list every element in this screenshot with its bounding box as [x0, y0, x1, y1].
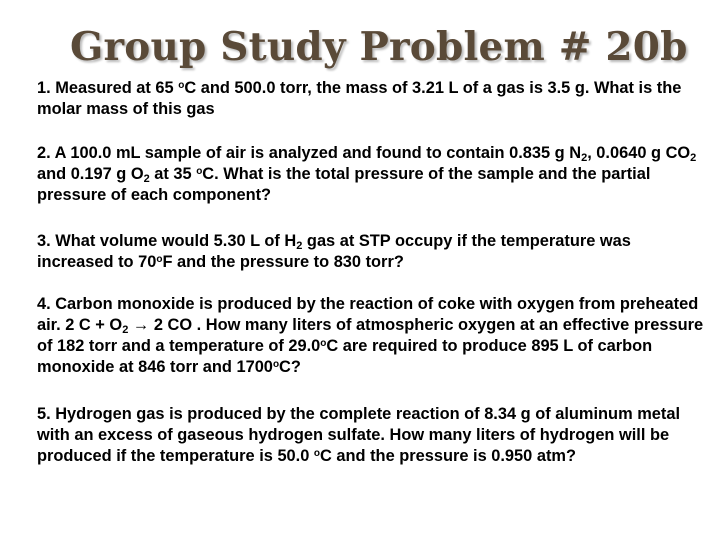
subscript: 2: [690, 152, 697, 164]
problem-2: [37, 143, 707, 206]
problem-text: 2. A 100.0 mL sample of air is analyzed and found to contain 0.835 g N: [37, 144, 582, 162]
problem-text: 1. Measured at 65: [37, 79, 179, 97]
problem-text: C and the pressure is 0.950 atm?: [320, 447, 576, 465]
problem-text: C are required to produce 895 L of carbon monoxide at 846 torr and 1700: [37, 337, 653, 376]
problem-text: 2 CO . How many liters of atmospheric oxygen at an effective pressure of 182 torr and a temperature of 29.0: [37, 316, 704, 355]
subscript: 2: [296, 240, 303, 252]
slide-title: Group Study Problem # 20b: [70, 24, 688, 70]
problem-text: gas at STP occupy if the temperature was increased to 70: [37, 232, 631, 271]
degree-symbol: o: [178, 80, 185, 91]
degree-symbol: o: [156, 254, 163, 265]
problem-text: C and 500.0 torr, the mass of 3.21 L of a gas is 3.5 g. What is the molar mass of this gas: [37, 79, 682, 118]
problem-5: [37, 404, 707, 467]
problem-text: at 35: [149, 165, 197, 183]
problem-3: [37, 231, 707, 273]
subscript: 2: [143, 173, 150, 185]
problem-text: 3. What volume would 5.30 L of H: [37, 232, 297, 250]
degree-symbol: o: [313, 448, 321, 459]
subscript: 2: [122, 324, 129, 336]
degree-symbol: o: [196, 166, 203, 177]
reaction-arrow: →: [132, 316, 150, 334]
problem-text: F and the pressure to 830 torr?: [162, 253, 404, 271]
problem-text: and 0.197 g O: [37, 165, 144, 183]
problem-1: [37, 78, 707, 120]
problem-text: 4. Carbon monoxide is produced by the reaction of coke with oxygen from preheated air. 2 C + O: [37, 295, 699, 334]
problem-text: , 0.0640 g CO: [587, 144, 691, 162]
degree-symbol: o: [320, 338, 327, 349]
problem-text: C. What is the total pressure of the sample and the partial pressure of each component?: [37, 165, 651, 204]
problem-4: [37, 294, 707, 378]
problem-text: 5. Hydrogen gas is produced by the complete reaction of 8.34 g of aluminum metal with an excess of gaseous hydrogen sulfate. How many liters of hydrogen will be produced if the temperature is 50.0: [37, 405, 681, 465]
subscript: 2: [581, 152, 588, 164]
problem-text: C?: [279, 358, 301, 376]
degree-symbol: o: [272, 359, 280, 370]
